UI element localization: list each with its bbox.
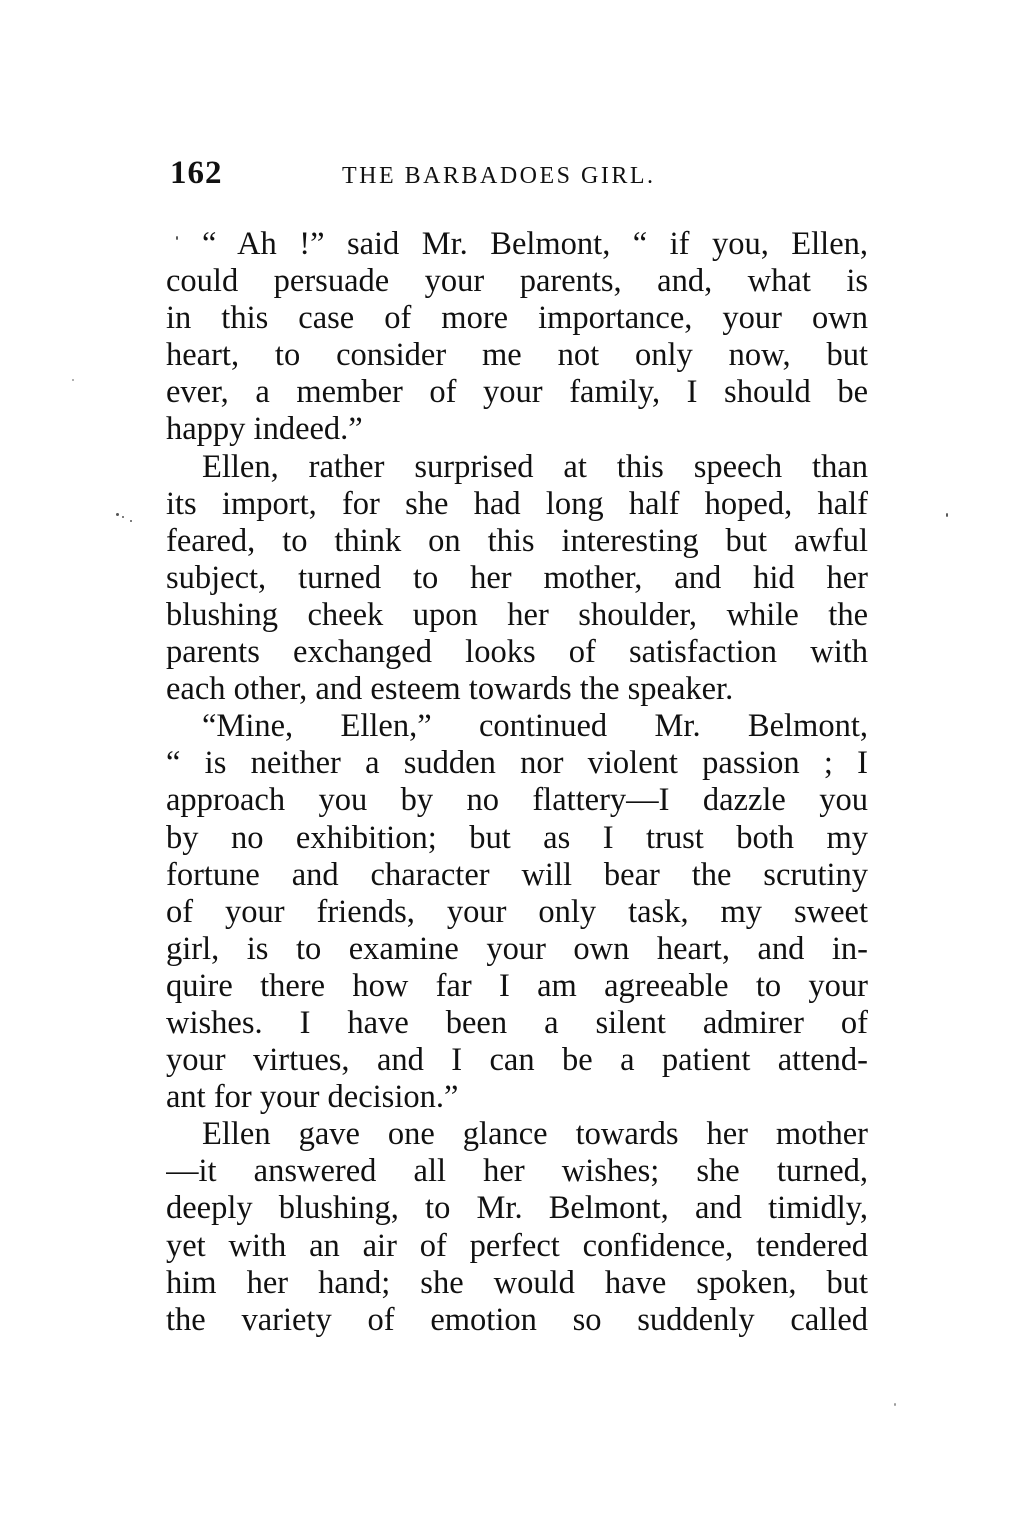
text-line: him her hand; she would have spoken, but xyxy=(166,1264,868,1301)
text-line: ant for your decision.” xyxy=(166,1079,459,1116)
text-line: parents exchanged looks of satisfaction with xyxy=(166,634,868,671)
text-line: the variety of emotion so suddenly called xyxy=(166,1301,868,1338)
text-line: each other, and esteem towards the speaker. xyxy=(166,671,734,708)
text-line: deeply blushing, to Mr. Belmont, and timidly, xyxy=(166,1190,868,1227)
text-line: “ Ah !” said Mr. Belmont, “ if you, Ellen, xyxy=(202,226,868,262)
print-speck xyxy=(122,516,124,518)
print-speck xyxy=(176,236,178,240)
text-line: yet with an air of perfect confidence, tendered xyxy=(166,1227,868,1264)
print-speck xyxy=(116,513,119,516)
print-speck xyxy=(946,513,948,517)
text-line: happy indeed.” xyxy=(166,411,363,448)
text-line: could persuade your parents, and, what is xyxy=(166,263,868,300)
text-line: wishes. I have been a silent admirer of xyxy=(166,1004,868,1041)
text-line: fortune and character will bear the scrutiny xyxy=(166,856,868,893)
text-line: —it answered all her wishes; she turned, xyxy=(166,1153,868,1190)
text-line: Ellen gave one glance towards her mother xyxy=(202,1116,868,1153)
text-line: your virtues, and I can be a patient attend- xyxy=(166,1042,868,1079)
text-line: “Mine, Ellen,” continued Mr. Belmont, xyxy=(202,708,868,745)
print-speck xyxy=(894,1403,896,1406)
text-line: by no exhibition; but as I trust both my xyxy=(166,819,868,856)
print-speck xyxy=(72,379,74,381)
text-line: blushing cheek upon her shoulder, while the xyxy=(166,596,868,633)
text-line: subject, turned to her mother, and hid her xyxy=(166,559,868,596)
text-line: ever, a member of your family, I should be xyxy=(166,374,868,411)
text-line: approach you by no flattery—I dazzle you xyxy=(166,782,868,819)
text-line: in this case of more importance, your own xyxy=(166,300,868,337)
text-line: of your friends, your only task, my sweet xyxy=(166,893,868,930)
text-line: girl, is to examine your own heart, and in- xyxy=(166,930,868,967)
text-line: “ is neither a sudden nor violent passion ; I xyxy=(166,745,868,782)
print-speck xyxy=(130,520,132,522)
text-line: Ellen, rather surprised at this speech than xyxy=(202,448,868,485)
running-title: THE BARBADOES GIRL. xyxy=(342,163,656,189)
text-line: feared, to think on this interesting but awful xyxy=(166,522,868,559)
page-header xyxy=(166,155,866,195)
body-text xyxy=(166,226,868,1339)
text-line: quire there how far I am agreeable to your xyxy=(166,967,868,1004)
text-line: its import, for she had long half hoped, half xyxy=(166,485,868,522)
text-line: heart, to consider me not only now, but xyxy=(166,337,868,374)
page-number: 162 xyxy=(170,155,223,191)
